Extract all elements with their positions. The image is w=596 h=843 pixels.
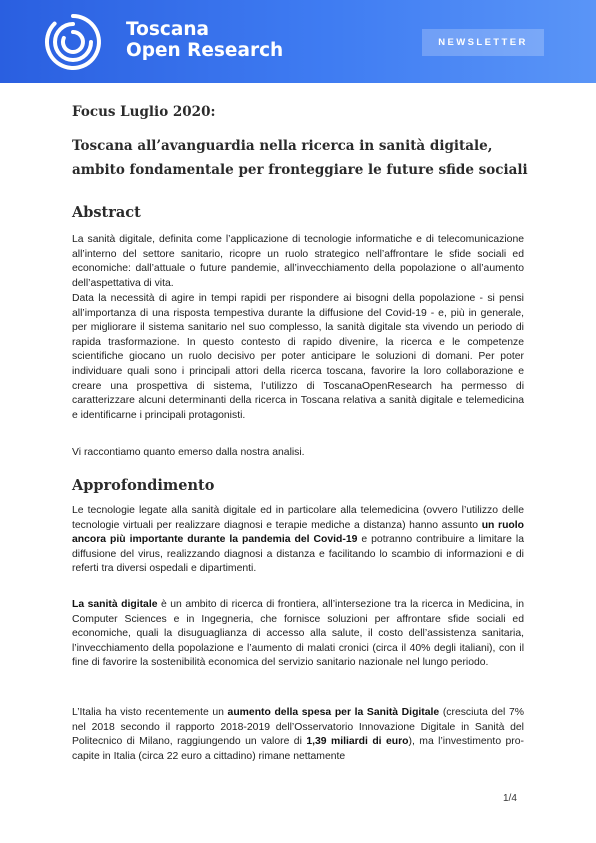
abstract-paragraph-3: Vi raccontiamo quanto emerso dalla nostra analisi.: [72, 447, 305, 458]
body-paragraph-2: [72, 598, 524, 671]
page-title: Toscana all’avanguardia nella ricerca in sanità digitale, ambito fondamentale per fronteggiare le future sfide sociali: [72, 138, 528, 178]
concentric-circles-icon: [44, 13, 102, 71]
bold-text-run: 1,39 miliardi di euro: [306, 736, 409, 748]
brand-line-2: Open Research: [126, 40, 284, 61]
text-run: Le tecnologie legate alla sanità digitale ed in particolare alla telemedicina (ovvero l’utilizzo delle tecnologie virtuali per realizzare diagnosi e terapie mediche a distanza) hanno assunto: [72, 505, 524, 531]
text-run: ), ma l’investimento pro-capite in Italia (circa 22 euro a cittadino) rimane nettamente: [72, 736, 524, 762]
bold-text-run: aumento della spesa per la Sanità Digitale: [227, 707, 440, 718]
text-run: e potranno contribuire a limitare la diffusione del virus, realizzando diagnosi a distanza e facilitando lo scambio di informazioni e di referti tra diversi ospedali e dipartimenti.: [72, 534, 524, 575]
bold-text-run: La sanità digitale: [72, 599, 158, 610]
text-run: (cresciuta del 7% nel 2018 secondo il rapporto 2018-2019 dell’Osservatorio Innovazione Digitale in Sanità del Politecnico di Milano, raggiungendo un valore di: [72, 707, 524, 748]
approfondimento-heading: Approfondimento: [72, 477, 215, 494]
focus-label: Focus Luglio 2020:: [72, 104, 216, 120]
abstract-paragraph-2: Data la necessità di agire in tempi rapidi per rispondere ai bisogni della popolazione - si pensi all’importanza di una risposta tempestiva durante la diffusione del Covid-19 - e, più in generale, per migliorare il sistema sanitario nel suo complesso, la sanità digitale sta vivendo un periodo di rapida trasformazione. In questo contesto di rapido divenire, la ricerca e le competenze scientifiche giocano un ruolo decisivo per poter anticipare le soluzioni di domani. Per poter individuare quali sono i principali attori della ricerca toscana, favorire la loro collaborazione e creare una prospettiva di sistema, l’utilizzo di ToscanaOpenResearch ha permesso di caratterizzare alcuni determinanti della ricerca in Toscana relativa a sanità digitale e telemedicina e identificarne i principali protagonisti.: [72, 293, 524, 421]
body-paragraph-1: [72, 504, 524, 577]
abstract-heading: Abstract: [72, 204, 141, 221]
page-number: 1/4: [503, 793, 517, 804]
text-run: L’Italia ha visto recentemente un: [72, 707, 228, 718]
newsletter-header: [0, 0, 596, 83]
body-paragraph-3: [72, 706, 524, 764]
abstract-paragraph-1: La sanità digitale, definita come l’applicazione di tecnologie informatiche e di telecomunicazione all’interno del settore sanitario, ricopre un ruolo strategico nell’affrontare le sfide sociali ed economiche: dall’attuale o future pandemie, all’invecchiamento della popolazione o all’aumento dell’aspettativa di vita.: [72, 234, 524, 289]
brand-name: [126, 19, 283, 61]
bold-text-run: un ruolo ancora più importante durante la pandemia del Covid-19: [72, 519, 524, 546]
brand-line-1: Toscana: [126, 19, 209, 40]
newsletter-badge: NEWSLETTER: [422, 29, 544, 56]
text-run: è un ambito di ricerca di frontiera, all’intersezione tra la ricerca in Medicina, in Computer Sciences e in Ingegneria, che fornisce soluzioni per affrontare sfide sociali ed economiche, quali la disuguaglianza di accesso alla salute, il costo dell’assistenza sanitaria, l’invecchiamento della popolazione e l’aumento di malati cronici (circa il 40% degli italiani), con il fine di favorire la sostenibilità economica del servizio sanitario nazionale nel lungo periodo.: [72, 599, 524, 669]
